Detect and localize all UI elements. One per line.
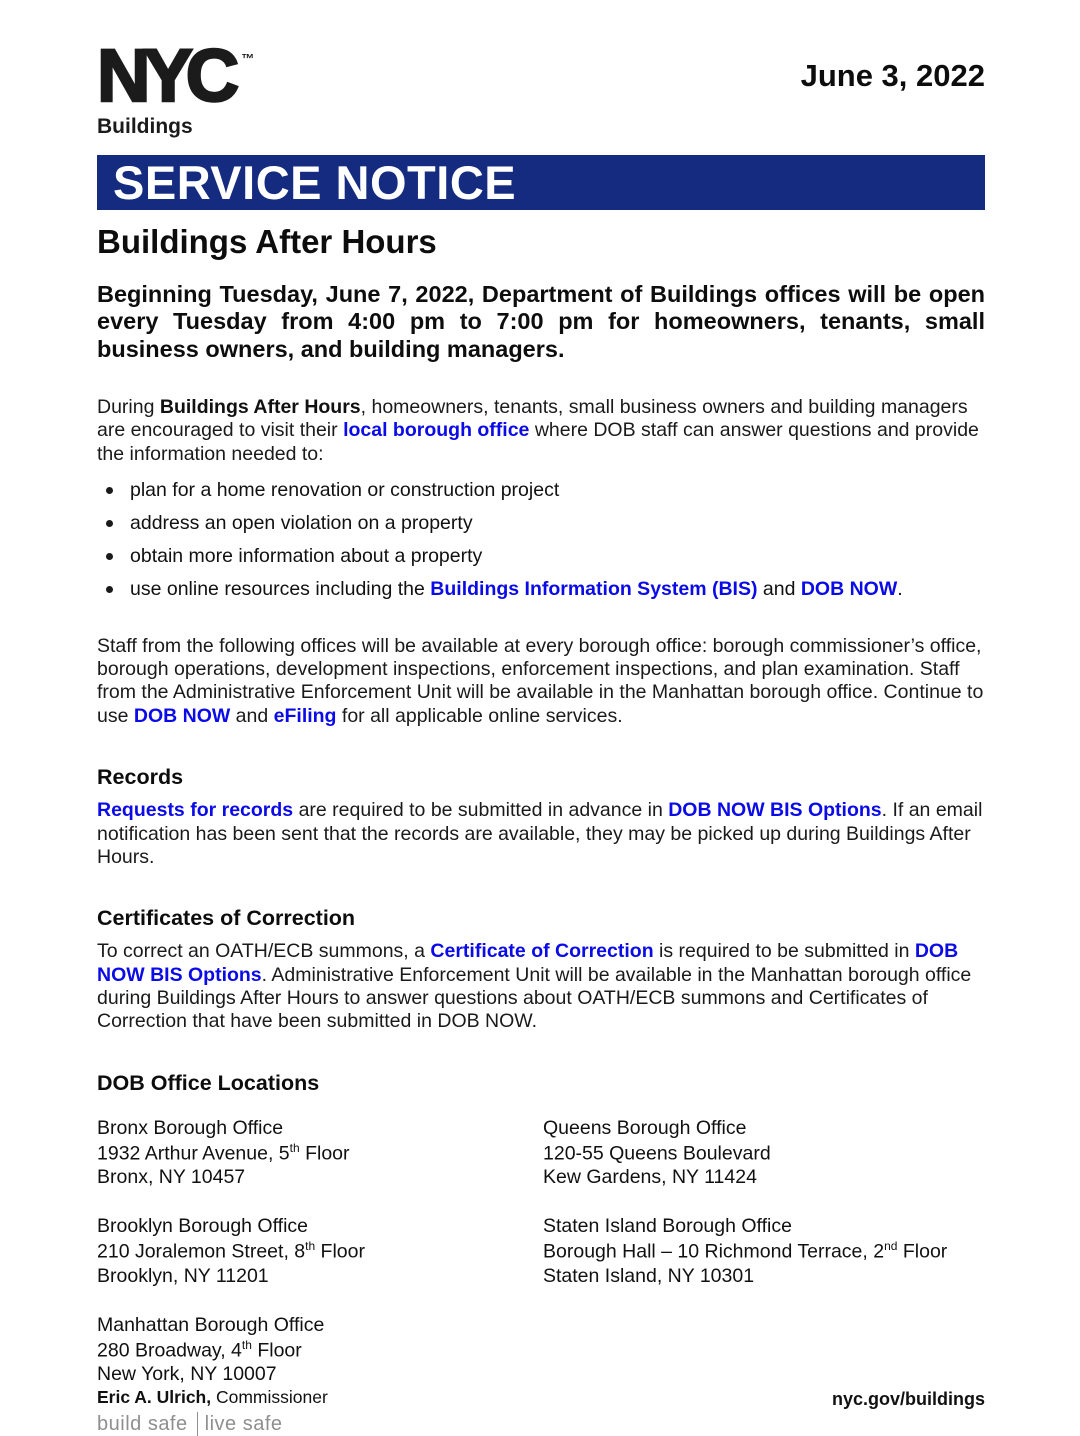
slogan-build-safe: build safe [97, 1412, 188, 1435]
location-bronx [97, 1117, 543, 1190]
location-address [97, 1239, 543, 1264]
text-segment: address an open violation on a property [130, 511, 473, 534]
commissioner-title: Commissioner [211, 1387, 328, 1408]
staff-paragraph [97, 635, 985, 729]
dob-now-link[interactable]: DOB NOW [800, 577, 898, 600]
text-segment: 1932 Arthur Avenue, 5 [97, 1142, 290, 1165]
text-segment: . Administrative Enforcement Unit will be available in the Manhattan borough office during Buildings After Hours to answer questions about OATH/ECB summons and Certificates of Correction that have been submitted in DOB NOW. [97, 963, 972, 1033]
service-notice-banner [97, 155, 985, 210]
text-segment: 280 Broadway, 4 [97, 1339, 242, 1362]
trademark-icon: ™ [241, 51, 255, 66]
notice-title: Buildings After Hours [97, 222, 437, 260]
text-segment: Floor [315, 1240, 365, 1263]
text-segment: are required to be submitted in advance in [293, 799, 669, 822]
certificates-heading: Certificates of Correction [97, 906, 356, 931]
text-segment: and [757, 577, 801, 600]
website-link[interactable]: nyc.gov/buildings [831, 1389, 985, 1410]
text-segment: To correct an OATH/ECB summons, a [97, 940, 431, 963]
nyc-logo-text: NYC [97, 34, 233, 117]
location-address [97, 1338, 543, 1363]
dob-slogan [97, 1412, 328, 1436]
location-staten-island [543, 1215, 985, 1288]
dob-now-link[interactable]: DOB NOW [133, 704, 231, 727]
text-segment: Floor [299, 1142, 350, 1165]
records-paragraph [97, 799, 985, 869]
location-queens [543, 1117, 985, 1190]
location-manhattan [97, 1314, 543, 1387]
nyc-logo [97, 34, 255, 117]
certificate-of-correction-link[interactable]: Certificate of Correction [430, 940, 654, 963]
location-name: Manhattan Borough Office [97, 1313, 325, 1336]
footer-left [97, 1387, 328, 1436]
location-address [97, 1141, 543, 1166]
text-segment: . If an email notification has been sent that the records are available, they may be picked up during Buildings After Hours. [97, 799, 983, 868]
location-name: Bronx Borough Office [97, 1116, 284, 1139]
text-segment: Borough Hall – 10 Richmond Terrace, 2 [543, 1240, 885, 1263]
slogan-divider [197, 1412, 198, 1436]
text-segment: . [897, 577, 903, 600]
location-name: Staten Island Borough Office [543, 1215, 792, 1238]
slogan-live-safe: live safe [204, 1412, 283, 1435]
location-city: Kew Gardens, NY 11424 [543, 1166, 757, 1189]
text-segment: Staff from the following offices will be available at every borough office: borough commissioner’s office, borough operations, development inspections, enforcement inspections, and plan examination. Staff from the Administrative Enforcement Unit will be available in the Manhattan borough office. Continue to use [97, 634, 984, 727]
bullet-item-online-resources [97, 578, 985, 601]
bullet-item-information [97, 545, 985, 568]
location-city: Bronx, NY 10457 [97, 1166, 246, 1189]
logo-department-label: Buildings [97, 114, 193, 138]
location-address [543, 1141, 985, 1166]
text-segment: 210 Joralemon Street, 8 [97, 1240, 306, 1263]
text-segment: Floor [897, 1240, 948, 1263]
location-address [543, 1239, 985, 1264]
text-segment: is required to be submitted in [653, 940, 915, 963]
footer [97, 1387, 985, 1436]
location-city: New York, NY 10007 [97, 1363, 277, 1386]
certificates-paragraph [97, 940, 985, 1034]
nyc-buildings-logo [97, 34, 255, 139]
intro-paragraph: Beginning Tuesday, June 7, 2022, Department of Buildings offices will be open every Tuesday from 4:00 pm to 7:00 pm for homeowners, tenants, small business owners, and building managers. [97, 280, 985, 363]
document-date: June 3, 2022 [800, 58, 985, 93]
text-segment: obtain more information about a property [130, 544, 483, 567]
location-name: Queens Borough Office [543, 1116, 747, 1139]
text-segment: for all applicable online services. [336, 704, 623, 727]
records-heading: Records [97, 765, 184, 790]
location-name: Brooklyn Borough Office [97, 1215, 309, 1238]
text-segment: During [97, 395, 160, 418]
ordinal-suffix: th [241, 1337, 252, 1352]
location-city: Brooklyn, NY 11201 [97, 1264, 269, 1287]
commissioner-name: Eric A. Ulrich, [97, 1387, 212, 1408]
text-segment: plan for a home renovation or construction project [130, 479, 560, 501]
text-segment: 120-55 Queens Boulevard [543, 1142, 771, 1165]
ordinal-suffix: th [305, 1239, 316, 1254]
buildings-after-hours-bold: Buildings After Hours [159, 395, 361, 418]
efiling-link[interactable]: eFiling [273, 704, 337, 727]
dob-now-bis-options-link[interactable]: DOB NOW BIS Options [668, 799, 882, 822]
local-borough-office-link[interactable]: local borough office [343, 419, 530, 442]
location-city: Staten Island, NY 10301 [543, 1264, 755, 1287]
office-locations [97, 1117, 985, 1387]
text-segment: where DOB staff can answer questions and provide the information needed to: [97, 419, 979, 465]
banner-title: SERVICE NOTICE [113, 155, 517, 209]
ordinal-suffix: nd [884, 1239, 898, 1254]
dob-now-bis-options-link[interactable]: DOB NOW BIS Options [97, 940, 959, 986]
header [97, 34, 985, 139]
text-segment: and [230, 704, 274, 727]
bullet-item-renovation [97, 479, 985, 502]
location-brooklyn [97, 1215, 543, 1288]
text-segment: use online resources including the [130, 577, 431, 600]
text-segment: Floor [251, 1339, 302, 1362]
requests-for-records-link[interactable]: Requests for records [97, 799, 294, 822]
during-paragraph [97, 396, 985, 466]
bis-link[interactable]: Buildings Information System (BIS) [430, 577, 758, 600]
bullet-item-violation [97, 512, 985, 535]
ordinal-suffix: th [289, 1140, 300, 1155]
text-segment: , homeowners, tenants, small business owners and building managers are encouraged to visit their [97, 395, 968, 442]
locations-heading: DOB Office Locations [97, 1070, 320, 1095]
info-bullet-list [97, 479, 985, 611]
